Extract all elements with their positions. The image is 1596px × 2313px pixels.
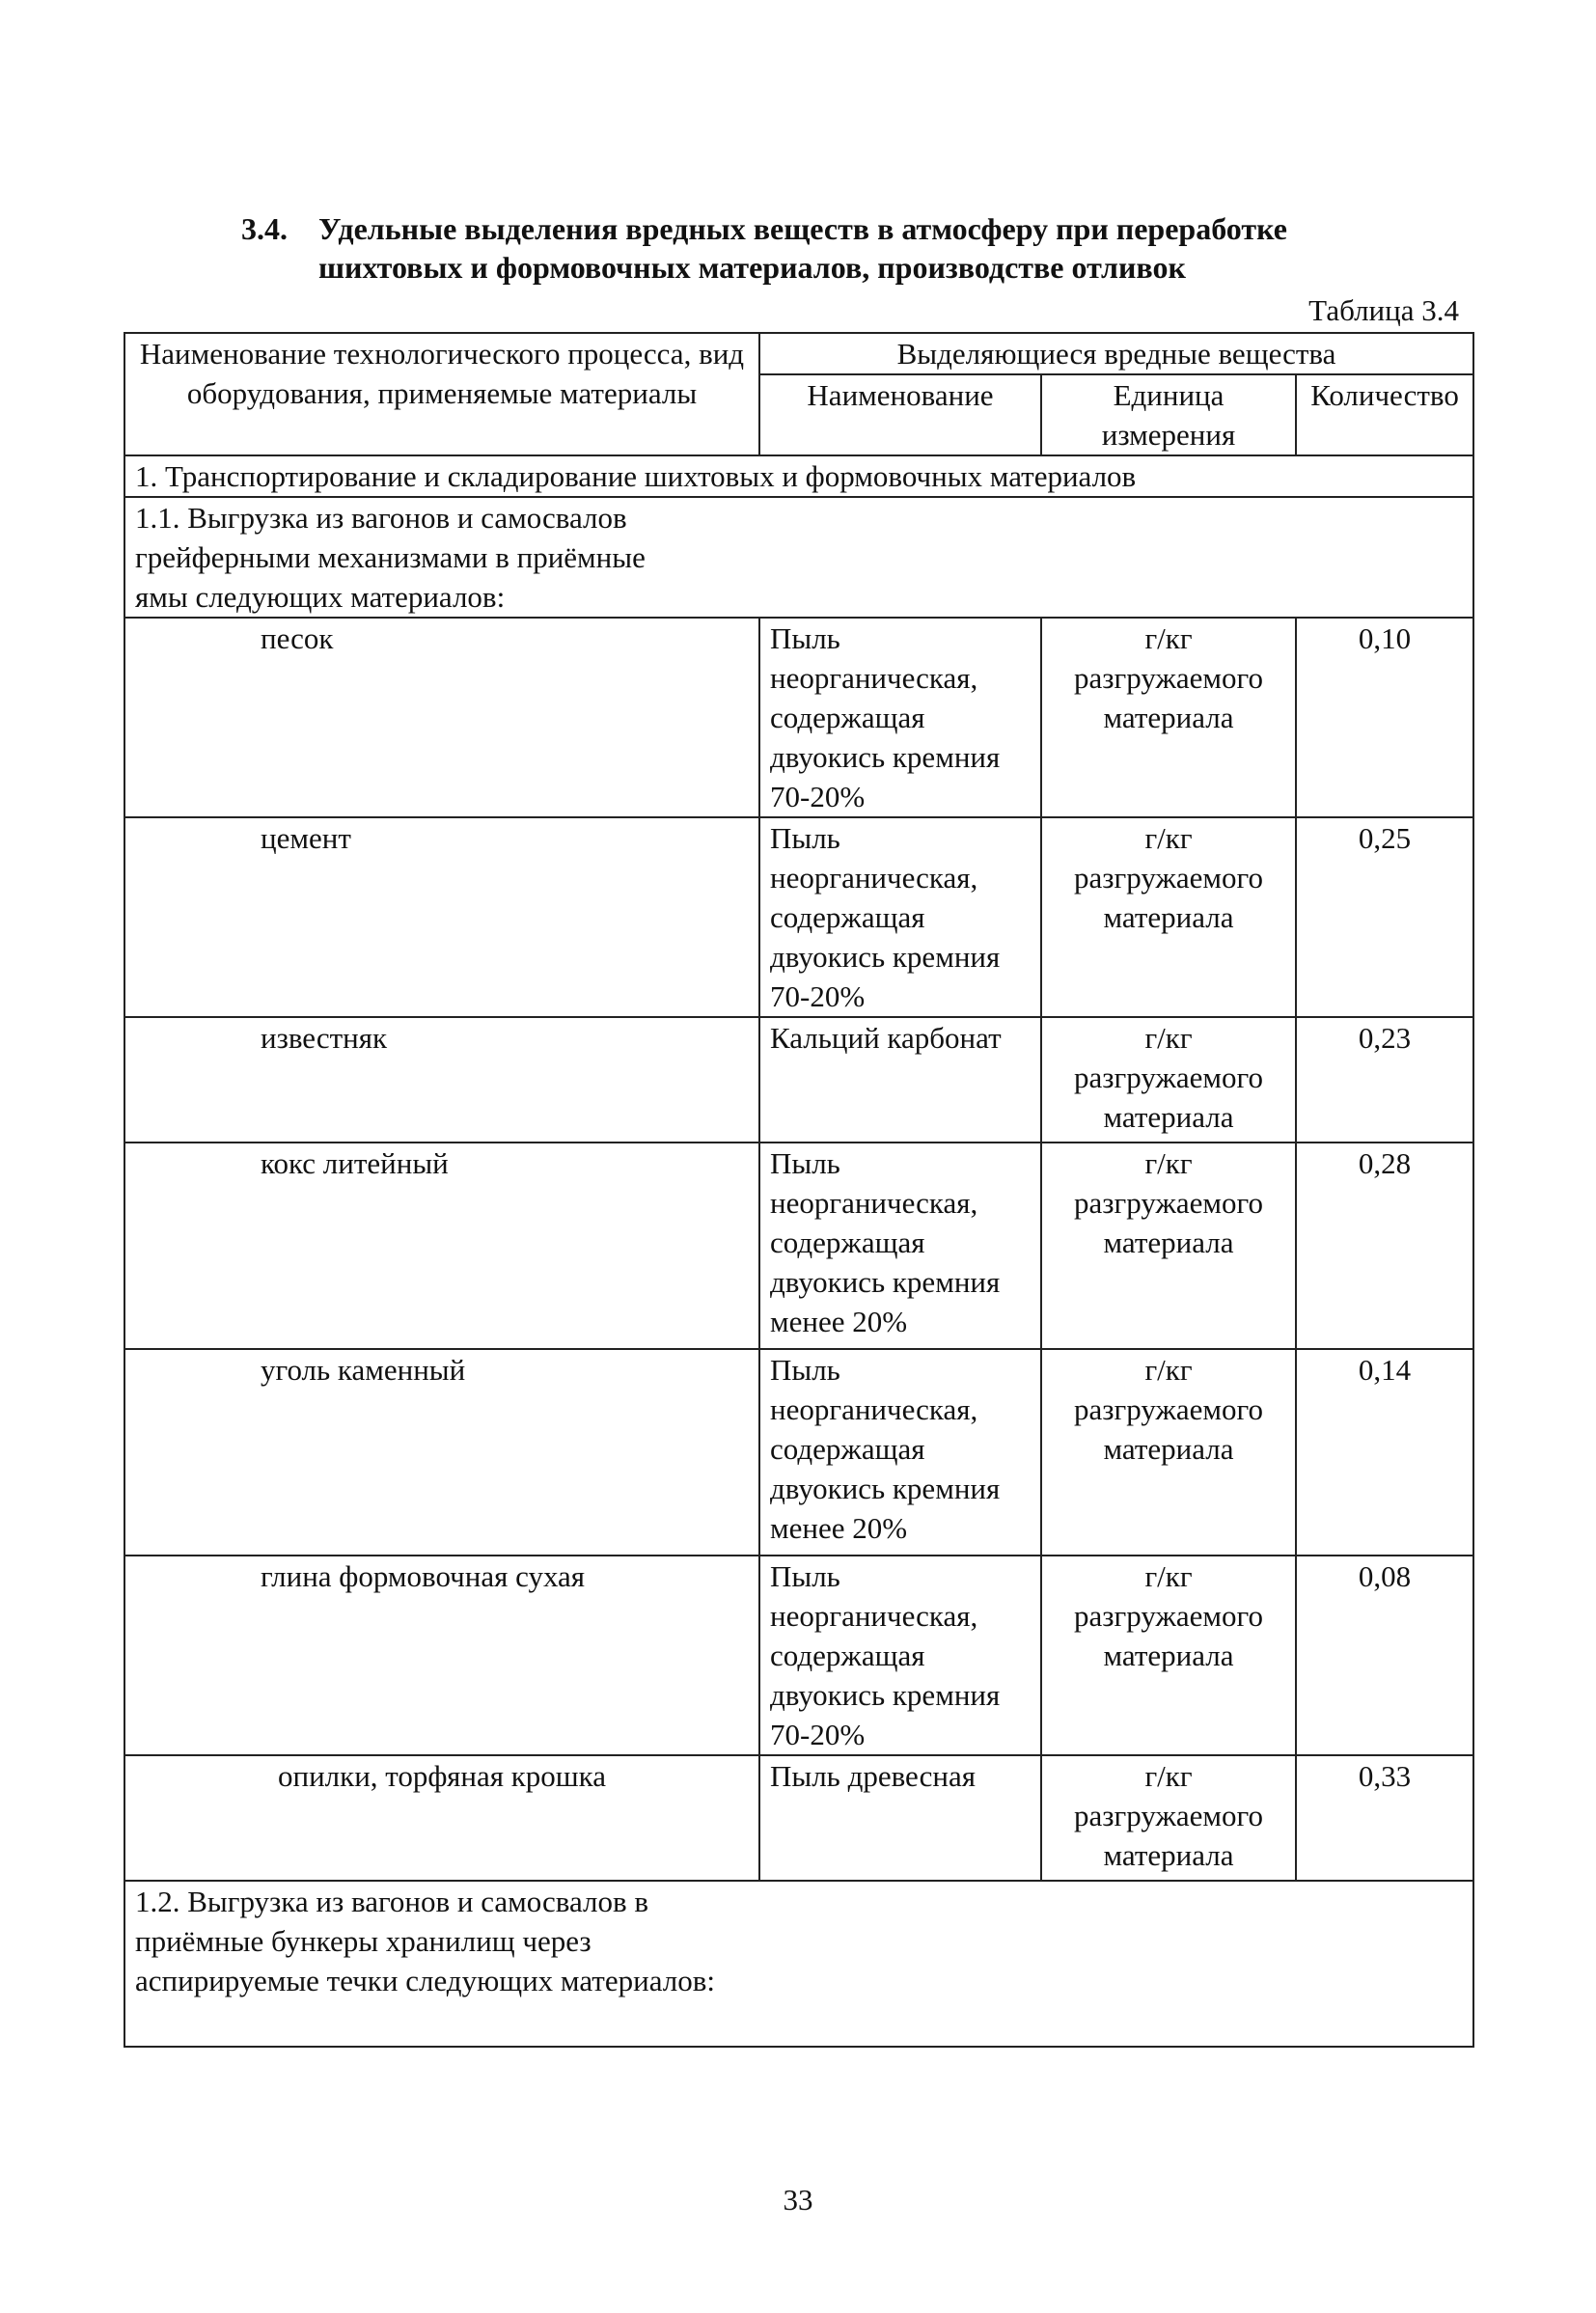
substance-cell: Кальций карбонат [759, 1017, 1041, 1143]
header-substances-group: Выделяющиеся вредные вещества [759, 333, 1473, 374]
material-cell: глина формовочная сухая [124, 1556, 759, 1755]
table-row [124, 1349, 1473, 1556]
page-number: 33 [783, 2183, 813, 2217]
header-name: Наименование [759, 374, 1041, 455]
heading-line-1: Удельные выделения вредных веществ в атмосферу при переработке [318, 211, 1287, 246]
material-cell: уголь каменный [124, 1349, 759, 1556]
substance-cell: Пыль древесная [759, 1755, 1041, 1881]
emissions-table [124, 332, 1474, 2048]
material-cell: песок [124, 618, 759, 817]
qty-cell: 0,10 [1296, 618, 1473, 817]
unit-cell: г/кг разгружаемого материала [1041, 618, 1296, 817]
table-row [124, 1556, 1473, 1755]
subsection-1-1-text: 1.1. Выгрузка из вагонов и самосвалов грейферными механизмами в приёмные ямы следующих материалов: [135, 501, 646, 614]
table-row [124, 1017, 1473, 1143]
material-cell: цемент [124, 817, 759, 1017]
material-cell: опилки, торфяная крошка [124, 1755, 759, 1881]
qty-cell: 0,25 [1296, 817, 1473, 1017]
table-row [124, 618, 1473, 817]
qty-cell: 0,23 [1296, 1017, 1473, 1143]
substance-cell: Пыль неорганическая, содержащая двуокись кремния 70-20% [759, 618, 1041, 817]
section-row [124, 455, 1473, 497]
table-label: Таблица 3.4 [1308, 293, 1459, 327]
subsection-1-1-title [124, 497, 1473, 618]
unit-cell: г/кг разгружаемого материала [1041, 1556, 1296, 1755]
substance-cell: Пыль неорганическая, содержащая двуокись кремния менее 20% [759, 1143, 1041, 1349]
material-cell: кокс литейный [124, 1143, 759, 1349]
section-number: 3.4. [241, 211, 288, 246]
subsection-1-2-text: 1.2. Выгрузка из вагонов и самосвалов в приёмные бункеры хранилищ через аспирируемые течки следующих материалов: [135, 1885, 715, 1997]
table-row [124, 1143, 1473, 1349]
section-heading [241, 209, 1486, 287]
substance-cell: Пыль неорганическая, содержащая двуокись кремния 70-20% [759, 1556, 1041, 1755]
qty-cell: 0,28 [1296, 1143, 1473, 1349]
header-process: Наименование технологического процесса, вид оборудования, применяемые материалы [124, 333, 759, 455]
heading-line-2: шихтовых и формовочных материалов, производстве отливок [318, 250, 1186, 285]
qty-cell: 0,33 [1296, 1755, 1473, 1881]
qty-cell: 0,14 [1296, 1349, 1473, 1556]
qty-cell: 0,08 [1296, 1556, 1473, 1755]
unit-cell: г/кг разгружаемого материала [1041, 1143, 1296, 1349]
table-row [124, 1755, 1473, 1881]
header-qty: Количество [1296, 374, 1473, 455]
substance-cell: Пыль неорганическая, содержащая двуокись кремния менее 20% [759, 1349, 1041, 1556]
table-header-row-1 [124, 333, 1473, 374]
subsection-row [124, 1881, 1473, 2047]
unit-cell: г/кг разгружаемого материала [1041, 1755, 1296, 1881]
unit-cell: г/кг разгружаемого материала [1041, 1349, 1296, 1556]
substance-cell: Пыль неорганическая, содержащая двуокись кремния 70-20% [759, 817, 1041, 1017]
table-row [124, 817, 1473, 1017]
unit-cell: г/кг разгружаемого материала [1041, 1017, 1296, 1143]
material-cell: известняк [124, 1017, 759, 1143]
unit-cell: г/кг разгружаемого материала [1041, 817, 1296, 1017]
header-unit: Единица измерения [1041, 374, 1296, 455]
subsection-1-2-title [124, 1881, 1473, 2047]
section-1-title: 1. Транспортирование и складирование шихтовых и формовочных материалов [124, 455, 1473, 497]
subsection-row [124, 497, 1473, 618]
